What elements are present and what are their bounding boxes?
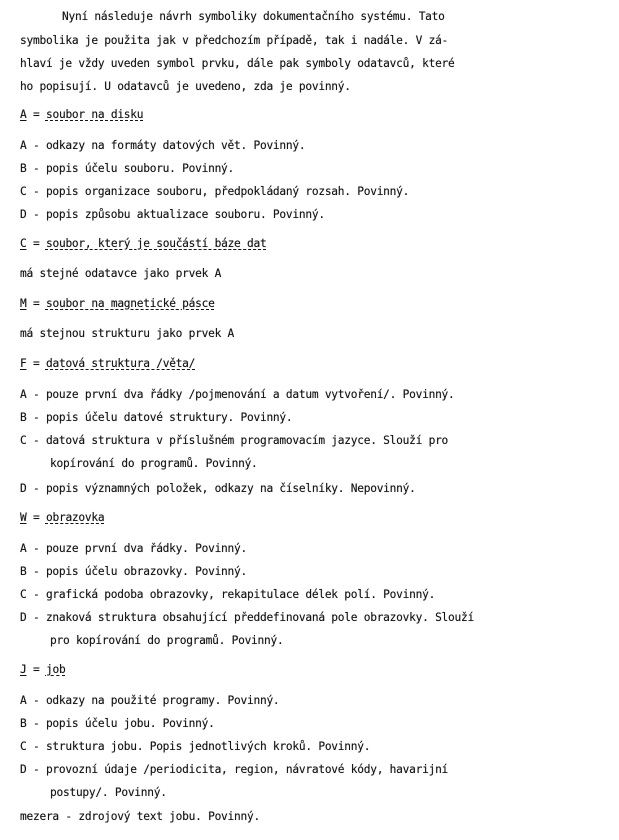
section-key: A bbox=[20, 108, 27, 121]
list-item: B - popis účelu souboru. Povinný. bbox=[20, 162, 235, 175]
list-item: B - popis účelu obrazovky. Povinný. bbox=[20, 565, 247, 578]
list-item: D - znaková struktura obsahující předdefinovaná pole obrazovky. Slouží bbox=[20, 611, 474, 624]
section-heading-j: J = job bbox=[20, 663, 66, 676]
list-item: C - struktura jobu. Popis jednotlivých kroků. Povinný. bbox=[20, 740, 371, 753]
list-item: A - odkazy na použité programy. Povinný. bbox=[20, 694, 280, 707]
section-title: soubor na disku bbox=[45, 108, 144, 121]
section-title: datová struktura /věta/ bbox=[45, 357, 196, 370]
section-key: C bbox=[20, 237, 27, 250]
section-note: má stejné odatavce jako prvek A bbox=[20, 267, 222, 280]
intro-line: ho popisují. U odatavců je uvedeno, zda je povinný. bbox=[20, 80, 351, 93]
list-item: D - popis způsobu aktualizace souboru. Povinný. bbox=[20, 208, 325, 221]
list-item: C - grafická podoba obrazovky, rekapitulace délek polí. Povinný. bbox=[20, 588, 436, 601]
list-item: B - popis účelu jobu. Povinný. bbox=[20, 717, 215, 730]
list-item: C - popis organizace souboru, předpokládaný rozsah. Povinný. bbox=[20, 185, 410, 198]
list-item: A - odkazy na formáty datových vět. Povinný. bbox=[20, 139, 306, 152]
intro-line: Nyní následuje návrh symboliky dokumentačního systému. Tato bbox=[62, 10, 445, 23]
intro-line: hlaví je vždy uveden symbol prvku, dále pak symboly odatavců, které bbox=[20, 57, 455, 70]
section-note: má stejnou strukturu jako prvek A bbox=[20, 327, 235, 340]
list-item: D - popis významných položek, odkazy na číselníky. Nepovinný. bbox=[20, 482, 416, 495]
section-key: F bbox=[20, 357, 27, 370]
section-heading-f: F = datová struktura /věta/ bbox=[20, 357, 196, 370]
section-heading-m: M = soubor na magnetické pásce bbox=[20, 297, 215, 310]
list-item: A - pouze první dva řádky /pojmenování a datum vytvoření/. Povinný. bbox=[20, 388, 455, 401]
list-item: D - provozní údaje /periodicita, region, návratové kódy, havarijní bbox=[20, 763, 449, 776]
footer-line: mezera - zdrojový text jobu. Povinný. bbox=[20, 810, 260, 823]
section-heading-c: C = soubor, který je součástí báze dat bbox=[20, 237, 267, 250]
section-title: job bbox=[45, 663, 66, 676]
list-item-continuation: postupy/. Povinný. bbox=[50, 786, 167, 799]
list-item: C - datová struktura v příslušném programovacím jazyce. Slouží pro bbox=[20, 434, 449, 447]
section-heading-a: A = soubor na disku bbox=[20, 108, 144, 121]
section-title: soubor na magnetické pásce bbox=[45, 297, 215, 310]
list-item-continuation: kopírování do programů. Povinný. bbox=[50, 457, 258, 470]
section-key: W bbox=[20, 511, 27, 524]
list-item-continuation: pro kopírování do programů. Povinný. bbox=[50, 634, 284, 647]
section-title: obrazovka bbox=[45, 511, 105, 524]
intro-line: symbolika je použita jak v předchozím případě, tak i nadále. V zá- bbox=[20, 34, 449, 47]
section-key: M bbox=[20, 297, 27, 310]
section-title: soubor, který je součástí báze dat bbox=[45, 237, 267, 250]
section-heading-w: W = obrazovka bbox=[20, 511, 105, 524]
list-item: A - pouze první dva řádky. Povinný. bbox=[20, 542, 247, 555]
list-item: B - popis účelu datové struktury. Povinný. bbox=[20, 411, 293, 424]
section-key: J bbox=[20, 663, 27, 676]
